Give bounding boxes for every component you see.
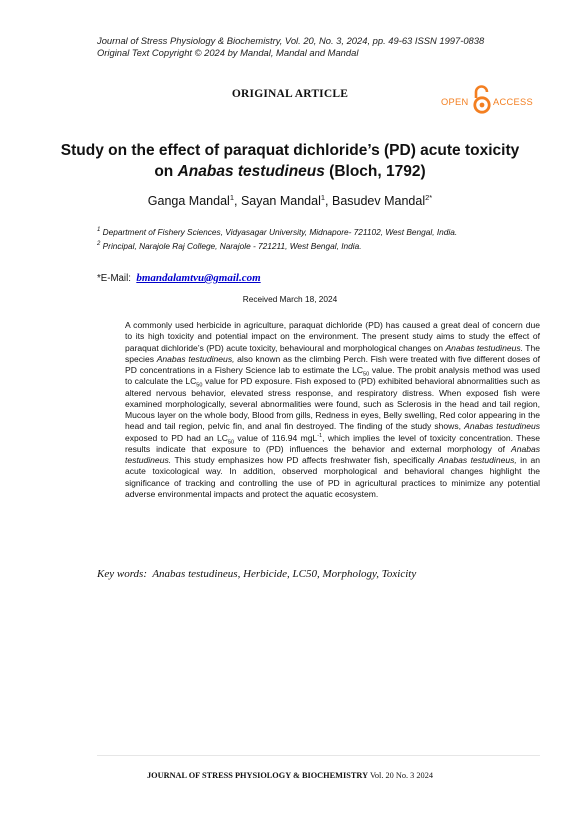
- abstract-text-run: in an acute toxicological way. In addition, observed morphological and behavioral changes highlight the significance of tracking and controlling the use of PD in agricultural practices to minimize any potential adverse environmental impacts and protect the aquatic ecosystem.: [125, 455, 541, 499]
- author-affiliation-mark: 2*: [425, 193, 433, 202]
- article-type: ORIGINAL ARTICLE: [231, 88, 349, 100]
- abstract-sub-run: 50: [196, 382, 203, 389]
- keywords-label: Key words:: [97, 568, 148, 580]
- corresponding-email: [97, 272, 261, 284]
- abstract-text-run: value of 116.94 mgL: [234, 432, 318, 443]
- journal-header: [97, 35, 484, 58]
- affiliation-number: 1: [97, 227, 101, 233]
- footer-divider: [97, 755, 540, 756]
- footer-issue: Vol. 20 No. 3 2024: [368, 771, 433, 780]
- copyright-line: Original Text Copyright © 2024 by Mandal, Mandal and Mandal: [97, 46, 359, 58]
- title-part1: Study on the effect of paraquat dichloride’s (PD) acute toxicity on: [60, 142, 520, 180]
- open-access-word-access: ACCESS: [493, 97, 534, 107]
- affiliation-number: 2: [97, 241, 101, 247]
- footer-journal-name: JOURNAL OF STRESS PHYSIOLOGY & BIOCHEMISTRY: [146, 771, 369, 780]
- author-affiliation-mark: 1: [320, 193, 326, 202]
- abstract-sub-run: 50: [363, 371, 370, 378]
- abstract-text-run: This study emphasizes how PD affects freshwater fish, specifically: [171, 455, 439, 465]
- abstract-italic-run: Anabas testudineus.: [125, 443, 540, 465]
- email-link[interactable]: bmandalamtvu@gmail.com: [136, 272, 261, 284]
- abstract-text-run: exposed to PD had an LC: [125, 432, 228, 443]
- abstract-italic-run: Anabas testudineus: [464, 421, 541, 432]
- open-access-word-open: OPEN: [441, 97, 469, 107]
- abstract-text-run: value for PD exposure. Fish exposed to (PD) exhibited behavioral abnormalities such as altered nervous behavior, elevated stress response, and respiratory distress. When exposed fish were examined morphologically, several abnormalities were found, such as Sclerosis in the head and tail region, Mucous layer on the whole body, Blood from gills, Redness in eyes, Belly swelling, Red color appearing in the head and tail region, pelvic fin, and anal fin destroyed. The finding of the study shows,: [125, 376, 540, 432]
- affiliation-1: [97, 225, 457, 237]
- abstract-italic-run: Anabas testudineus,: [156, 353, 235, 364]
- author-name: Sayan Mandal: [240, 194, 321, 209]
- abstract-text-run: also known as the climbing Perch. Fish were treated with five different doses of PD concentrations in a Fishery Science lab to estimate the LC: [125, 353, 540, 375]
- abstract-paragraph: [125, 320, 540, 500]
- affiliation-2: [97, 239, 362, 251]
- abstract-sup-run: -1: [317, 432, 323, 439]
- keywords: [97, 568, 416, 580]
- page-footer: [0, 771, 580, 780]
- email-label: *E-Mail:: [97, 273, 131, 284]
- author-affiliation-mark: 1: [229, 193, 234, 202]
- title-part2: (Bloch, 1792): [324, 163, 426, 180]
- abstract-text-run: The species: [125, 342, 541, 364]
- received-date: Received March 18, 2024: [242, 294, 338, 304]
- abstract-sub-run: 50: [227, 439, 235, 446]
- abstract-italic-run: Anabas testudineus,: [438, 455, 517, 465]
- keywords-text: Anabas testudineus, Herbicide, LC50, Morphology, Toxicity: [152, 568, 417, 580]
- author-name: Basudev Mandal: [331, 194, 426, 209]
- abstract-text-run: , which implies the level of toxicity concentration. These results indicate that exposure to (PD) influences the behavior and external morphology of: [125, 432, 540, 454]
- open-lock-icon: [472, 85, 492, 115]
- open-access-logo: [441, 85, 541, 119]
- author-list: Ganga Mandal$^1$, Sayan Mandal$^1$, Basudev Mandal$^{2*}$: [147, 193, 433, 209]
- journal-citation: Journal of Stress Physiology & Biochemistry, Vol. 20, No. 3, 2024, pp. 49-63 ISSN 1997-0838: [97, 35, 485, 46]
- title-species: Anabas testudineus: [177, 163, 325, 180]
- article-title: [60, 140, 520, 182]
- affiliation-text: Principal, Narajole Raj College, Narajole - 721211, West Bengal, India.: [100, 240, 362, 251]
- abstract-text-run: value. The probit analysis method was used to calculate the LC: [125, 365, 540, 387]
- author-name: Ganga Mandal: [147, 194, 230, 209]
- affiliation-text: Department of Fishery Sciences, Vidyasagar University, Midnapore- 721102, West Bengal, India.: [100, 226, 458, 237]
- abstract-text-run: A commonly used herbicide in agriculture, paraquat dichloride (PD) has caused a great deal of concern due to its high toxicity and potential impact on the environment. The present study aims to study the effect of paraquat dichloride’s (PD) acute toxicity, behavioural and morphological changes on: [125, 320, 540, 353]
- abstract-italic-run: Anabas testudineus.: [445, 342, 523, 353]
